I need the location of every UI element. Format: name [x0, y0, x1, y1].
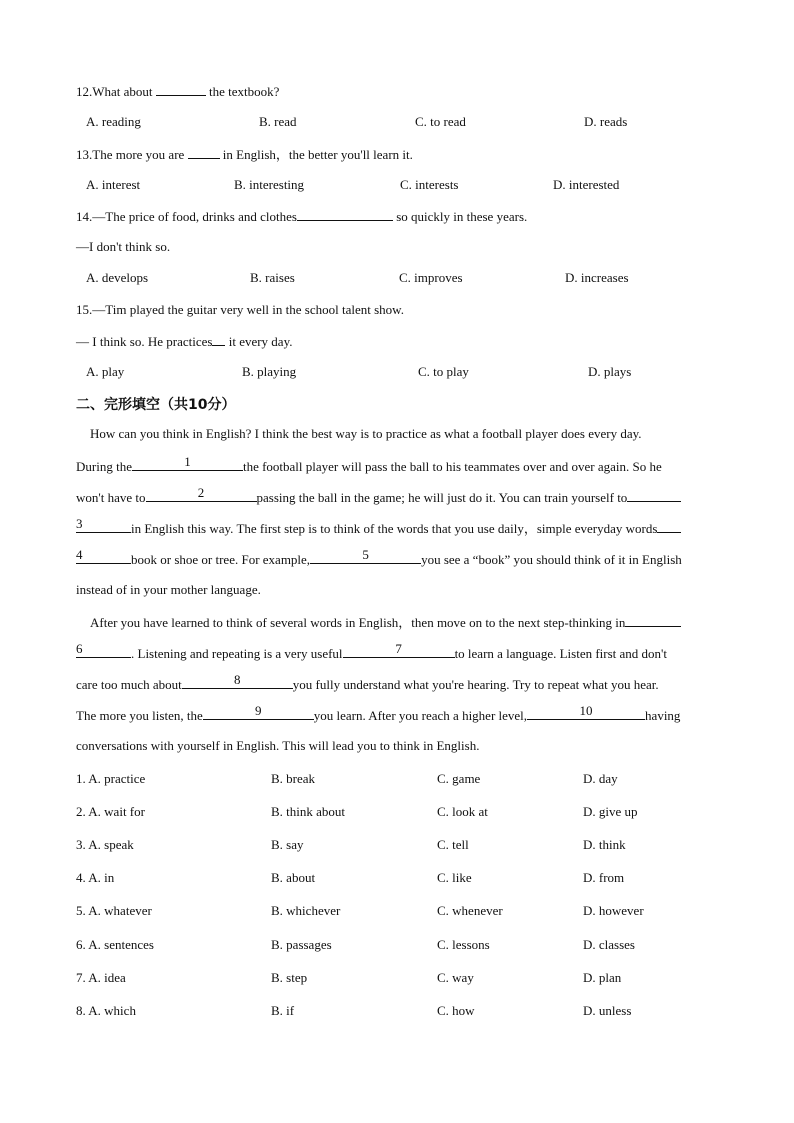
passage-line: After you have learned to think of several words in English，then move on to the next step-thinking in	[90, 613, 734, 632]
answer-blank	[297, 207, 393, 221]
passage-line: 4 book or shoe or tree. For example, 5 you see a “book” you should think of it in English	[76, 547, 682, 567]
passage-line: The more you listen, the 9 you learn. After you reach a higher level, 10 having	[76, 703, 681, 723]
question-15-stem: 15.—Tim played the guitar very well in the school talent show.	[76, 302, 404, 317]
option-d: D. give up	[583, 804, 638, 819]
option-c: C. to play	[418, 364, 469, 379]
passage-line: During the 1 the football player will pass the ball to his teammates over and over again. So he	[76, 454, 662, 474]
cloze-blank-9: 9	[203, 706, 314, 720]
passage-line: conversations with yourself in English. This will lead you to think in English.	[76, 738, 480, 753]
passage-line: won't have to 2 passing the ball in the game; he will just do it. You can train yourself to	[76, 488, 720, 507]
option-d: D. plan	[583, 970, 622, 985]
cloze-blank-10: 10	[527, 706, 645, 720]
cloze-options-row	[0, 902, 794, 920]
question-13-stem: 13.The more you are in English，the better you'll learn it.	[76, 147, 413, 162]
cloze-blank-4: 4	[76, 550, 131, 564]
question-13-options	[0, 176, 794, 194]
cloze-blank-6-start	[625, 613, 681, 627]
option-b: B. interesting	[234, 177, 305, 192]
option-a: 8. A. which	[76, 1003, 136, 1018]
option-a: A. interest	[86, 177, 141, 192]
option-c: C. improves	[399, 270, 463, 285]
option-b: B. playing	[242, 364, 297, 379]
option-c: C. interests	[400, 177, 459, 192]
option-b: B. raises	[250, 270, 295, 285]
cloze-options-row	[0, 869, 794, 887]
answer-blank	[212, 332, 225, 346]
passage-line: 3 in English this way. The first step is to think of the words that you use daily，simple everyday words	[76, 519, 720, 538]
passage-line: care too much about 8 you fully understand what you're hearing. Try to repeat what you hear.	[76, 672, 659, 692]
option-c: C. how	[437, 1003, 475, 1018]
question-15-options	[0, 363, 794, 381]
option-b: B. whichever	[271, 903, 341, 918]
option-c: C. to read	[415, 114, 466, 129]
passage-line: 6 . Listening and repeating is a very useful 7 to learn a language. Listen first and don't	[76, 641, 668, 661]
question-14-options	[0, 269, 794, 287]
cloze-blank-8: 8	[182, 675, 293, 689]
option-d: D. plays	[588, 364, 632, 379]
option-a: 6. A. sentences	[76, 937, 154, 952]
passage-line: How can you think in English? I think the best way is to practice as what a football player does every day.	[90, 426, 642, 441]
option-b: B. break	[271, 771, 316, 786]
cloze-options-row	[0, 803, 794, 821]
option-a: 1. A. practice	[76, 771, 146, 786]
option-a: 2. A. wait for	[76, 804, 145, 819]
cloze-blank-7: 7	[343, 644, 455, 658]
option-a: 7. A. idea	[76, 970, 126, 985]
cloze-options-row	[0, 936, 794, 954]
option-d: D. however	[583, 903, 644, 918]
option-d: D. reads	[584, 114, 628, 129]
option-c: C. look at	[437, 804, 488, 819]
cloze-blank-3-start	[627, 488, 681, 502]
option-d: D. unless	[583, 1003, 632, 1018]
option-c: C. lessons	[437, 937, 490, 952]
option-d: D. classes	[583, 937, 635, 952]
option-a: 4. A. in	[76, 870, 115, 885]
cloze-options-row	[0, 836, 794, 854]
option-c: C. game	[437, 771, 481, 786]
section-heading: 二、完形填空（共10分）	[76, 397, 236, 413]
option-b: B. if	[271, 1003, 295, 1018]
option-a: A. develops	[86, 270, 149, 285]
cloze-options-row	[0, 969, 794, 987]
cloze-options-row	[0, 770, 794, 788]
option-b: B. step	[271, 970, 308, 985]
passage-line: instead of in your mother language.	[76, 582, 261, 597]
option-d: D. increases	[565, 270, 629, 285]
question-15-reply: — I think so. He practices it every day.	[76, 334, 293, 349]
option-a: A. play	[86, 364, 125, 379]
option-c: C. way	[437, 970, 474, 985]
option-d: D. think	[583, 837, 626, 852]
option-b: B. read	[259, 114, 297, 129]
question-12-stem: 12.What about the textbook?	[76, 84, 280, 99]
option-d: D. interested	[553, 177, 620, 192]
question-12-options	[0, 113, 794, 131]
option-b: B. about	[271, 870, 316, 885]
option-a: A. reading	[86, 114, 141, 129]
cloze-options-row	[0, 1002, 794, 1020]
option-a: 5. A. whatever	[76, 903, 152, 918]
option-c: C. tell	[437, 837, 469, 852]
cloze-blank-4-start	[657, 519, 681, 533]
cloze-blank-6: 6	[76, 644, 131, 658]
option-c: C. like	[437, 870, 472, 885]
question-14-stem: 14.—The price of food, drinks and clothes so quickly in these years.	[76, 209, 528, 224]
question-14-reply: —I don't think so.	[76, 239, 171, 254]
cloze-blank-2: 2	[146, 488, 257, 502]
answer-blank	[156, 82, 206, 96]
option-a: 3. A. speak	[76, 837, 134, 852]
option-b: B. think about	[271, 804, 346, 819]
cloze-blank-1: 1	[132, 457, 243, 471]
option-b: B. passages	[271, 937, 332, 952]
cloze-blank-3: 3	[76, 519, 131, 533]
option-b: B. say	[271, 837, 304, 852]
cloze-blank-5: 5	[310, 550, 421, 564]
option-d: D. day	[583, 771, 618, 786]
option-c: C. whenever	[437, 903, 503, 918]
option-d: D. from	[583, 870, 625, 885]
answer-blank	[188, 145, 220, 159]
